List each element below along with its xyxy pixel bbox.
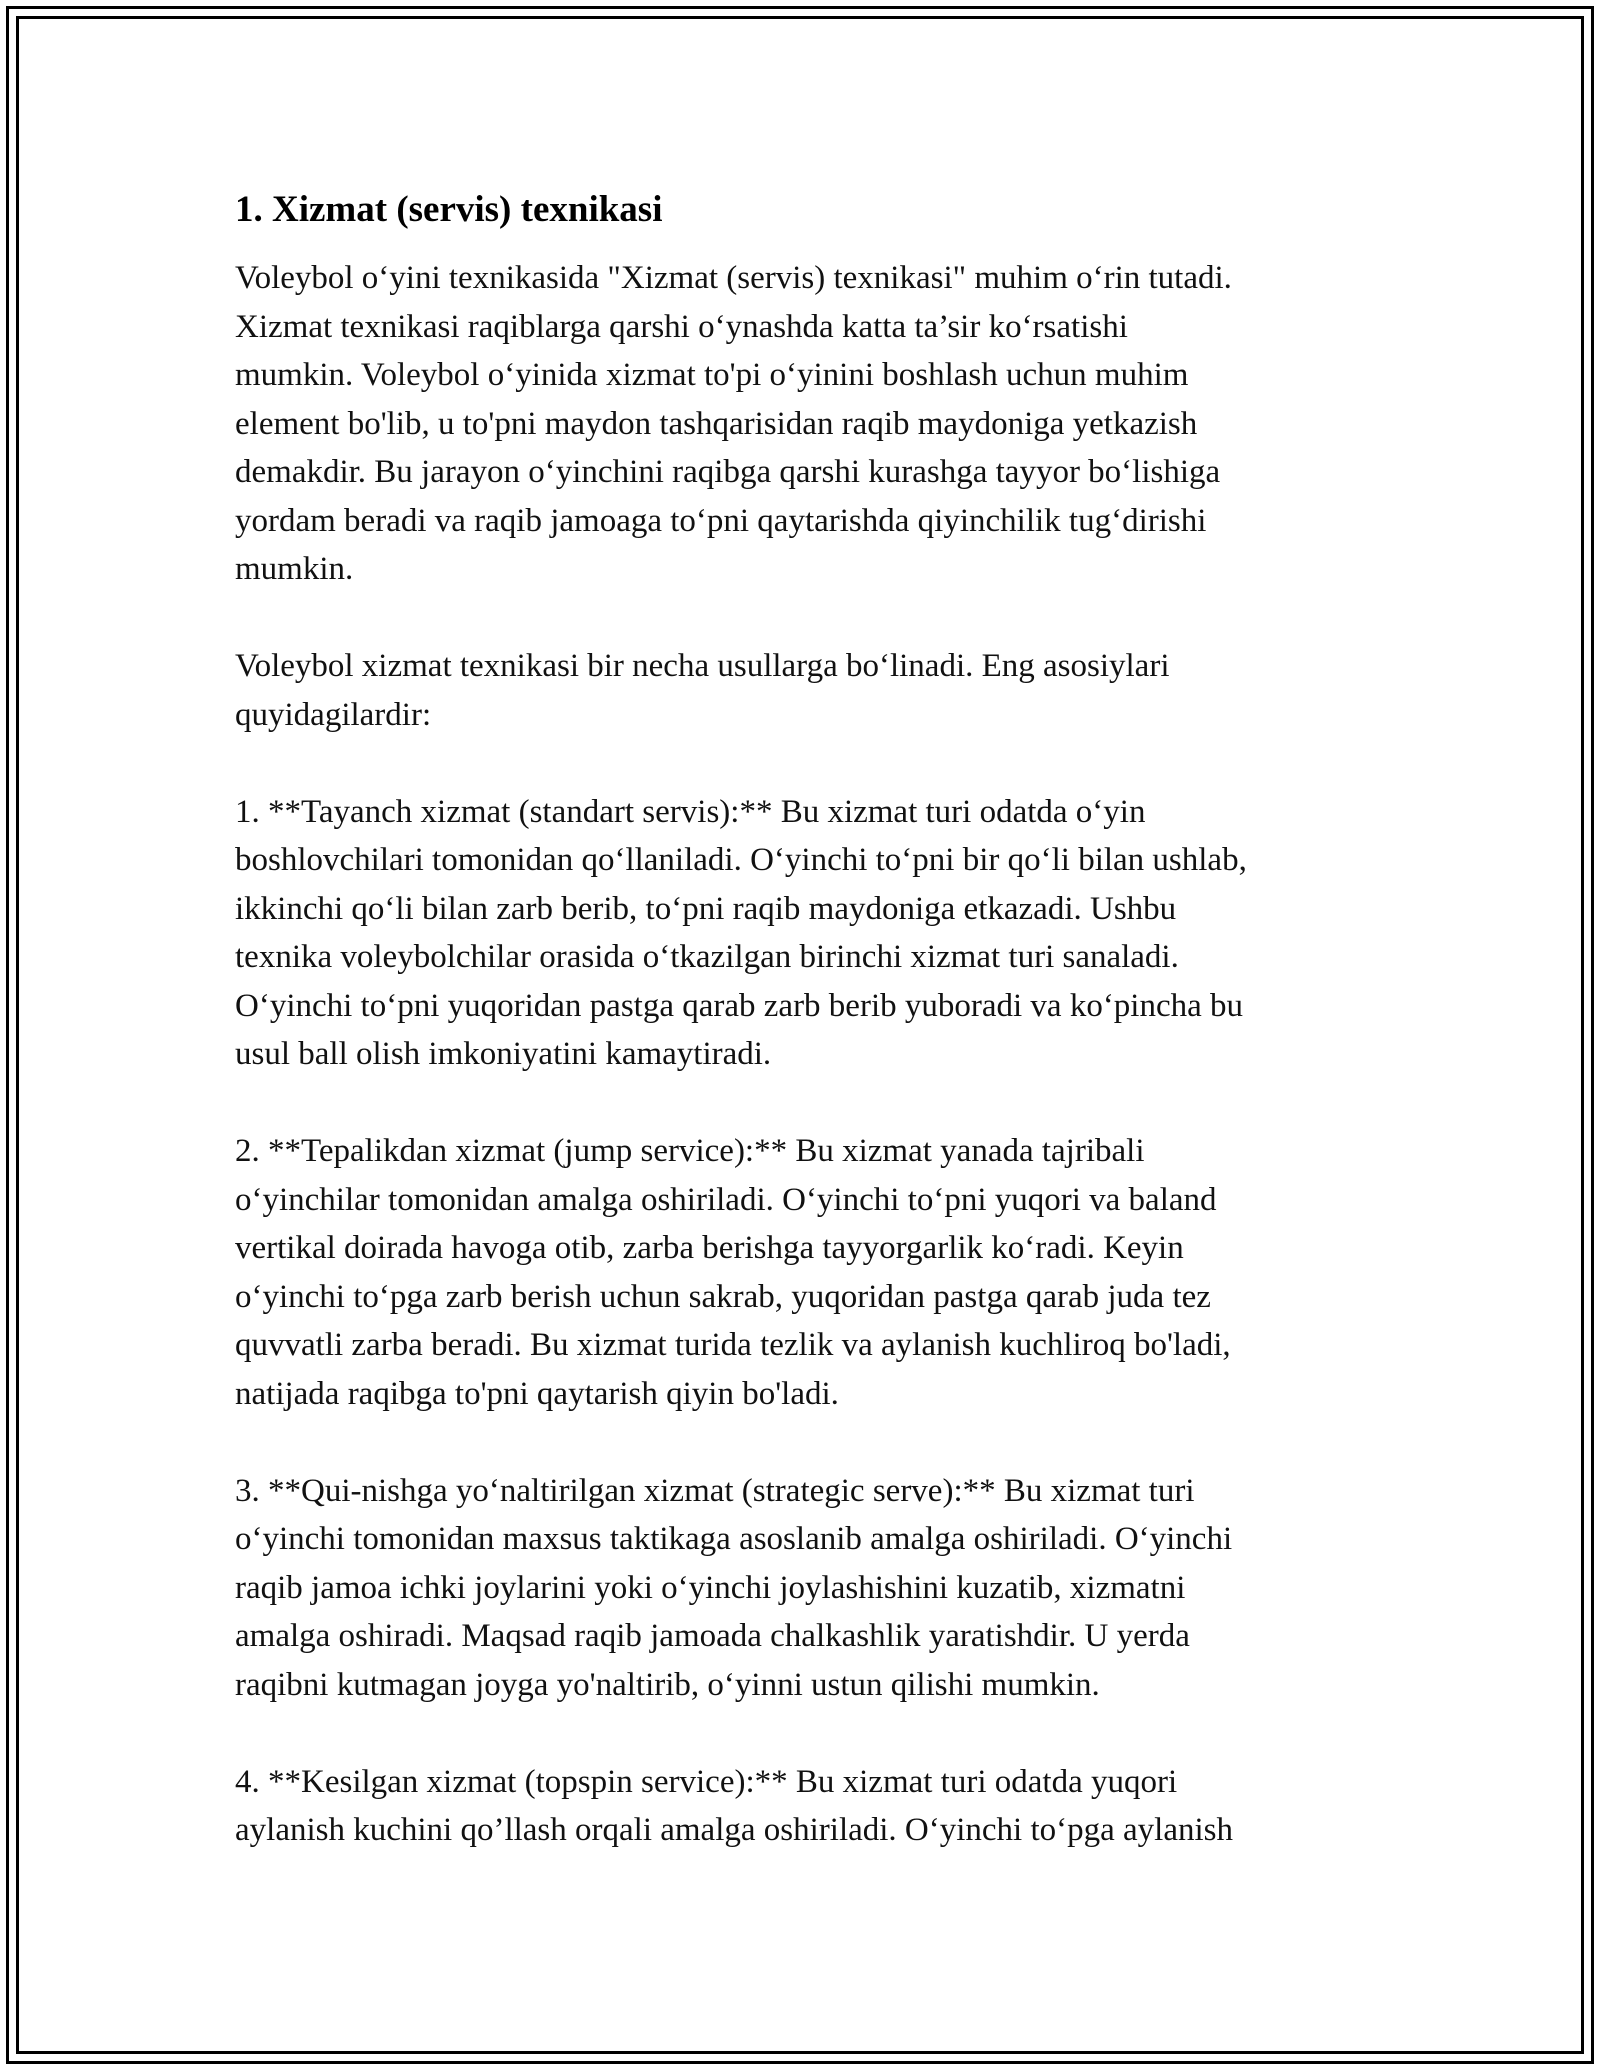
- paragraph-line: natijada raqibga to'pni qaytarish qiyin bo'ladi.: [235, 1375, 839, 1412]
- paragraph-line: boshlovchilari tomonidan qo‘llaniladi. O‘yinchi to‘pni bir qo‘li bilan ushlab,: [235, 842, 1247, 878]
- paragraph-line: aylanish kuchini qo’llash orqali amalga oshiriladi. O‘yinchi to‘pga aylanish: [235, 1812, 1234, 1848]
- paragraph-line: 1. **Tayanch xizmat (standart servis):** Bu xizmat turi odatda o‘yin: [235, 793, 1146, 830]
- paragraph-line: o‘yinchi tomonidan maxsus taktikaga asoslanib amalga oshiriladi. O‘yinchi: [235, 1521, 1233, 1557]
- paragraph-line: 3. **Qui-nishga yo‘naltirilgan xizmat (strategic serve):** Bu xizmat turi: [235, 1472, 1195, 1509]
- paragraph-line: amalga oshiradi. Maqsad raqib jamoada chalkashlik yaratishdir. U yerda: [235, 1618, 1190, 1654]
- paragraph-line: element bo'lib, u to'pni maydon tashqarisidan raqib maydoniga yetkazish: [235, 405, 1198, 442]
- paragraph-line: o‘yinchilar tomonidan amalga oshiriladi. O‘yinchi to‘pni yuqori va baland: [235, 1181, 1217, 1218]
- paragraph-line: raqibni kutmagan joyga yo'naltirib, o‘yinni ustun qilishi mumkin.: [235, 1666, 1100, 1703]
- paragraph-line: ikkinchi qo‘li bilan zarb berib, to‘pni raqib maydoniga etkazadi. Ushbu: [235, 890, 1177, 927]
- list-item-topspin-serve: [235, 1758, 1365, 1855]
- paragraph-line: Voleybol o‘yini texnikasida "Xizmat (servis) texnikasi" muhim o‘rin tutadi.: [235, 260, 1232, 296]
- paragraph-line: vertikal doirada havoga otib, zarba berishga tayyorgarlik ko‘radi. Keyin: [235, 1230, 1184, 1266]
- list-item-standard-serve: [235, 788, 1365, 1079]
- paragraph-line: 2. **Tepalikdan xizmat (jump service):** Bu xizmat yanada tajribali: [235, 1133, 1145, 1169]
- paragraph-line: mumkin. Voleybol o‘yinida xizmat to'pi o‘yinini boshlash uchun muhim: [235, 357, 1189, 393]
- paragraph-line: raqib jamoa ichki joylarini yoki o‘yinchi joylashishini kuzatib, xizmatni: [235, 1569, 1186, 1606]
- document-body: [235, 186, 1365, 1903]
- paragraph-line: Voleybol xizmat texnikasi bir necha usullarga bo‘linadi. Eng asosiylari: [235, 648, 1170, 684]
- paragraph-line: quvvatli zarba beradi. Bu xizmat turida tezlik va aylanish kuchliroq bo'ladi,: [235, 1327, 1231, 1363]
- paragraph-line: quyidagilardir:: [235, 696, 432, 733]
- paragraph-line: demakdir. Bu jarayon o‘yinchini raqibga qarshi kurashga tayyor bo‘lishiga: [235, 454, 1221, 490]
- list-item-strategic-serve: [235, 1467, 1365, 1710]
- paragraph-line: O‘yinchi to‘pni yuqoridan pastga qarab zarb berib yuboradi va ko‘pincha bu: [235, 987, 1244, 1024]
- methods-intro-paragraph: [235, 642, 1365, 739]
- paragraph-line: mumkin.: [235, 551, 354, 587]
- paragraph-line: usul ball olish imkoniyatini kamaytiradi.: [235, 1036, 772, 1072]
- section-heading: 1. Xizmat (servis) texnikasi: [235, 189, 663, 230]
- list-item-jump-serve: [235, 1127, 1365, 1418]
- paragraph-line: yordam beradi va raqib jamoaga to‘pni qaytarishda qiyinchilik tug‘dirishi: [235, 502, 1207, 539]
- paragraph-line: 4. **Kesilgan xizmat (topspin service):** Bu xizmat turi odatda yuqori: [235, 1763, 1178, 1800]
- intro-paragraph: [235, 254, 1365, 594]
- paragraph-line: o‘yinchi to‘pga zarb berish uchun sakrab, yuqoridan pastga qarab juda tez: [235, 1278, 1211, 1315]
- paragraph-line: Xizmat texnikasi raqiblarga qarshi o‘ynashda katta ta’sir ko‘rsatishi: [235, 308, 1128, 345]
- paragraph-line: texnika voleybolchilar orasida o‘tkazilgan birinchi xizmat turi sanaladi.: [235, 939, 1179, 975]
